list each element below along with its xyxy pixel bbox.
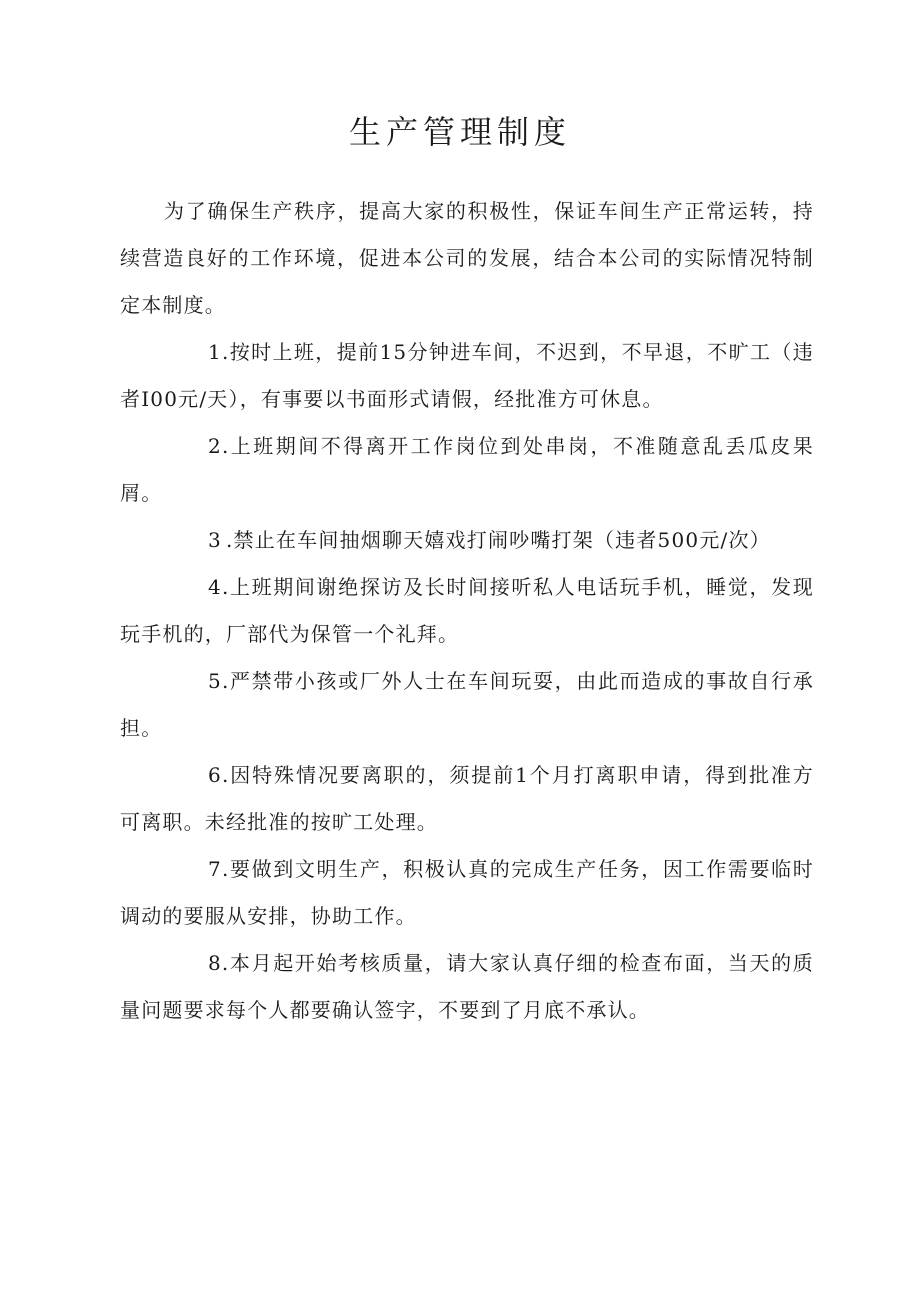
rule-number: 4	[208, 575, 222, 599]
rule-item-2	[120, 423, 814, 517]
rule-number: 3	[208, 528, 222, 552]
rule-text: .上班期间谢绝探访及长时间接听私人电话玩手机，睡觉，发现玩手机的，厂部代为保管一个礼拜。	[120, 575, 814, 646]
document-title: 生产管理制度	[348, 113, 571, 151]
rule-number: 1	[208, 340, 222, 364]
rule-item-4	[120, 564, 814, 658]
rule-number: 5	[208, 669, 222, 693]
rule-text: .要做到文明生产，积极认真的完成生产任务，因工作需要临时调动的要服从安排，协助工作。	[120, 857, 814, 928]
rule-number: 6	[208, 763, 222, 787]
rule-number: 7	[208, 857, 222, 881]
rule-text: .禁止在车间抽烟聊天嬉戏打闹吵嘴打架（违者500元/次）	[226, 528, 771, 552]
intro-paragraph: 为了确保生产秩序，提高大家的积极性，保证车间生产正常运转，持续营造良好的工作环境，促进本公司的发展，结合本公司的实际情况特制定本制度。	[120, 199, 814, 317]
rule-text: .按时上班，提前15分钟进车间，不迟到，不早退，不旷工（违者I00元/天），有事要以书面形式请假，经批准方可休息。	[120, 340, 814, 411]
rule-number: 2	[208, 434, 222, 458]
rule-text: .上班期间不得离开工作岗位到处串岗，不准随意乱丢瓜皮果屑。	[120, 434, 814, 505]
rule-item-8	[120, 940, 814, 1034]
document-body	[120, 188, 814, 1034]
rule-text: .因特殊情况要离职的，须提前1个月打离职申请，得到批准方可离职。未经批准的按旷工处理。	[120, 763, 814, 834]
rule-item-3	[120, 517, 814, 564]
rule-item-7	[120, 846, 814, 940]
rule-item-6	[120, 752, 814, 846]
rule-text: .严禁带小孩或厂外人士在车间玩耍，由此而造成的事故自行承担。	[120, 669, 814, 740]
rule-item-1	[120, 329, 814, 423]
rule-item-5	[120, 658, 814, 752]
rule-number: 8.	[208, 951, 230, 975]
rule-text: 本月起开始考核质量，请大家认真仔细的检查布面，当天的质量问题要求每个人都要确认签字，不要到了月底不承认。	[120, 951, 814, 1022]
